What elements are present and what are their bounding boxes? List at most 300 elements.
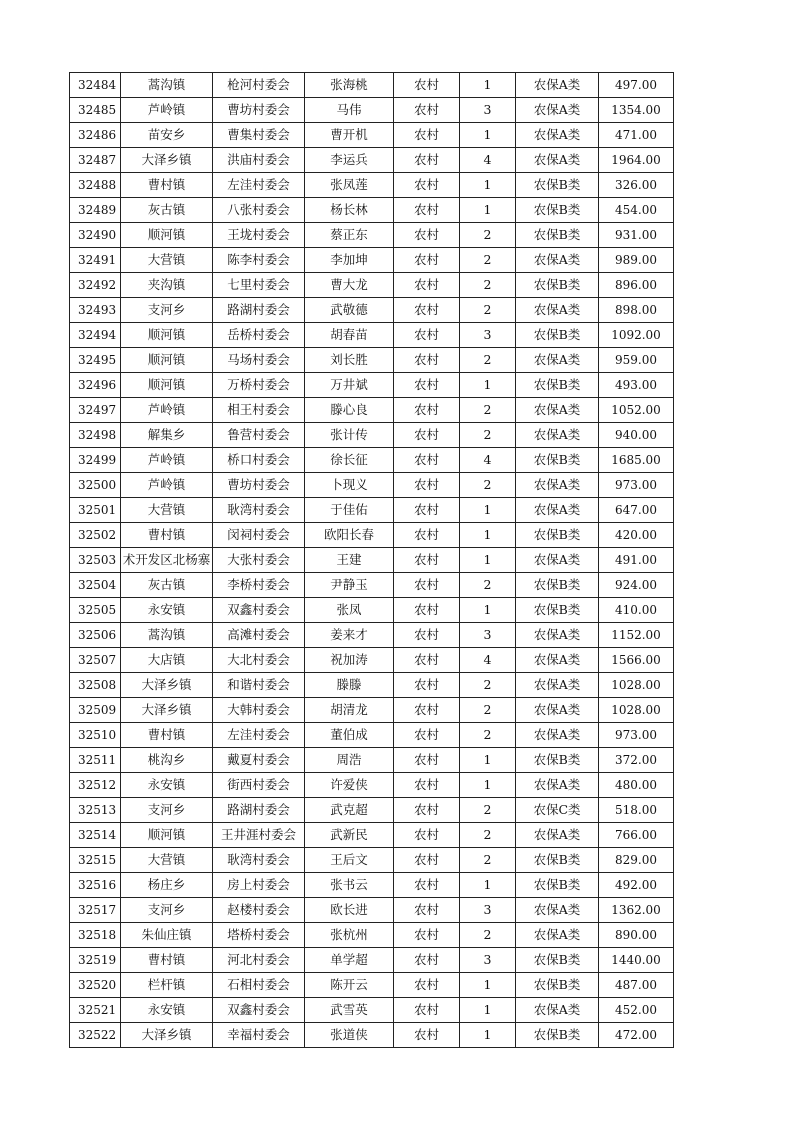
township-cell: 大泽乡镇 [121, 148, 213, 173]
village-committee-cell: 八张村委会 [213, 198, 305, 223]
table-row [70, 373, 674, 398]
household-type-cell: 农村 [394, 898, 460, 923]
amount-cell: 1362.00 [599, 898, 674, 923]
household-type-cell: 农村 [394, 948, 460, 973]
township-cell: 桃沟乡 [121, 748, 213, 773]
village-committee-cell: 路湖村委会 [213, 298, 305, 323]
member-count-cell: 1 [460, 773, 516, 798]
township-cell: 支河乡 [121, 298, 213, 323]
member-count-cell: 2 [460, 848, 516, 873]
member-count-cell: 2 [460, 723, 516, 748]
person-name-cell: 尹静玉 [305, 573, 394, 598]
insurance-category-cell: 农保A类 [516, 673, 599, 698]
serial-cell: 32513 [70, 798, 121, 823]
person-name-cell: 刘长胜 [305, 348, 394, 373]
amount-cell: 518.00 [599, 798, 674, 823]
serial-cell: 32518 [70, 923, 121, 948]
person-name-cell: 马伟 [305, 98, 394, 123]
household-type-cell: 农村 [394, 523, 460, 548]
village-committee-cell: 马场村委会 [213, 348, 305, 373]
township-cell: 夹沟镇 [121, 273, 213, 298]
person-name-cell: 周浩 [305, 748, 394, 773]
member-count-cell: 3 [460, 623, 516, 648]
insurance-category-cell: 农保B类 [516, 973, 599, 998]
person-name-cell: 武新民 [305, 823, 394, 848]
village-committee-cell: 洪庙村委会 [213, 148, 305, 173]
amount-cell: 1052.00 [599, 398, 674, 423]
township-cell: 永安镇 [121, 773, 213, 798]
village-committee-cell: 高滩村委会 [213, 623, 305, 648]
amount-cell: 973.00 [599, 473, 674, 498]
serial-cell: 32517 [70, 898, 121, 923]
serial-cell: 32515 [70, 848, 121, 873]
village-committee-cell: 耿湾村委会 [213, 848, 305, 873]
insurance-category-cell: 农保A类 [516, 148, 599, 173]
household-type-cell: 农村 [394, 623, 460, 648]
amount-cell: 647.00 [599, 498, 674, 523]
member-count-cell: 2 [460, 273, 516, 298]
person-name-cell: 董伯成 [305, 723, 394, 748]
household-type-cell: 农村 [394, 748, 460, 773]
village-committee-cell: 路湖村委会 [213, 798, 305, 823]
person-name-cell: 滕滕 [305, 673, 394, 698]
amount-cell: 1028.00 [599, 698, 674, 723]
amount-cell: 471.00 [599, 123, 674, 148]
village-committee-cell: 相王村委会 [213, 398, 305, 423]
table-row [70, 523, 674, 548]
table-row [70, 548, 674, 573]
insurance-category-cell: 农保B类 [516, 573, 599, 598]
household-type-cell: 农村 [394, 323, 460, 348]
village-committee-cell: 河北村委会 [213, 948, 305, 973]
table-row [70, 498, 674, 523]
roster-table-body [70, 73, 674, 1048]
household-type-cell: 农村 [394, 148, 460, 173]
table-row [70, 323, 674, 348]
member-count-cell: 2 [460, 298, 516, 323]
household-type-cell: 农村 [394, 798, 460, 823]
amount-cell: 493.00 [599, 373, 674, 398]
table-row [70, 923, 674, 948]
household-type-cell: 农村 [394, 573, 460, 598]
person-name-cell: 于佳佑 [305, 498, 394, 523]
person-name-cell: 张凤 [305, 598, 394, 623]
insurance-category-cell: 农保A类 [516, 248, 599, 273]
township-cell: 灰古镇 [121, 573, 213, 598]
household-type-cell: 农村 [394, 823, 460, 848]
table-row [70, 848, 674, 873]
person-name-cell: 李运兵 [305, 148, 394, 173]
member-count-cell: 2 [460, 348, 516, 373]
member-count-cell: 2 [460, 223, 516, 248]
table-row [70, 948, 674, 973]
person-name-cell: 欧长进 [305, 898, 394, 923]
member-count-cell: 1 [460, 748, 516, 773]
person-name-cell: 武敬德 [305, 298, 394, 323]
table-row [70, 198, 674, 223]
household-type-cell: 农村 [394, 248, 460, 273]
member-count-cell: 2 [460, 673, 516, 698]
insurance-category-cell: 农保A类 [516, 398, 599, 423]
serial-cell: 32492 [70, 273, 121, 298]
member-count-cell: 4 [460, 448, 516, 473]
insurance-category-cell: 农保A类 [516, 648, 599, 673]
member-count-cell: 2 [460, 698, 516, 723]
village-committee-cell: 李桥村委会 [213, 573, 305, 598]
household-type-cell: 农村 [394, 473, 460, 498]
village-committee-cell: 岳桥村委会 [213, 323, 305, 348]
table-row [70, 73, 674, 98]
person-name-cell: 张海桃 [305, 73, 394, 98]
serial-cell: 32485 [70, 98, 121, 123]
table-row [70, 223, 674, 248]
insurance-category-cell: 农保B类 [516, 748, 599, 773]
amount-cell: 898.00 [599, 298, 674, 323]
table-row [70, 248, 674, 273]
village-committee-cell: 曹集村委会 [213, 123, 305, 148]
township-cell: 芦岭镇 [121, 398, 213, 423]
member-count-cell: 3 [460, 898, 516, 923]
household-type-cell: 农村 [394, 848, 460, 873]
village-committee-cell: 桥口村委会 [213, 448, 305, 473]
member-count-cell: 2 [460, 798, 516, 823]
table-row [70, 148, 674, 173]
township-cell: 芦岭镇 [121, 98, 213, 123]
township-cell: 芦岭镇 [121, 448, 213, 473]
insurance-category-cell: 农保A类 [516, 898, 599, 923]
township-cell: 曹村镇 [121, 173, 213, 198]
household-type-cell: 农村 [394, 298, 460, 323]
person-name-cell: 卜现义 [305, 473, 394, 498]
table-row [70, 573, 674, 598]
serial-cell: 32495 [70, 348, 121, 373]
insurance-category-cell: 农保A类 [516, 923, 599, 948]
amount-cell: 940.00 [599, 423, 674, 448]
village-committee-cell: 大张村委会 [213, 548, 305, 573]
village-committee-cell: 陈李村委会 [213, 248, 305, 273]
member-count-cell: 3 [460, 98, 516, 123]
table-row [70, 773, 674, 798]
household-type-cell: 农村 [394, 648, 460, 673]
insurance-category-cell: 农保B类 [516, 223, 599, 248]
person-name-cell: 胡春苗 [305, 323, 394, 348]
amount-cell: 1566.00 [599, 648, 674, 673]
member-count-cell: 1 [460, 73, 516, 98]
roster-table [69, 72, 674, 1048]
person-name-cell: 杨长林 [305, 198, 394, 223]
household-type-cell: 农村 [394, 223, 460, 248]
table-row [70, 798, 674, 823]
serial-cell: 32501 [70, 498, 121, 523]
person-name-cell: 滕心良 [305, 398, 394, 423]
table-row [70, 623, 674, 648]
village-committee-cell: 石相村委会 [213, 973, 305, 998]
person-name-cell: 张书云 [305, 873, 394, 898]
village-committee-cell: 七里村委会 [213, 273, 305, 298]
village-committee-cell: 鲁营村委会 [213, 423, 305, 448]
township-cell: 蒿沟镇 [121, 73, 213, 98]
member-count-cell: 3 [460, 323, 516, 348]
person-name-cell: 祝加涛 [305, 648, 394, 673]
person-name-cell: 欧阳长春 [305, 523, 394, 548]
township-cell: 支河乡 [121, 898, 213, 923]
serial-cell: 32500 [70, 473, 121, 498]
household-type-cell: 农村 [394, 98, 460, 123]
township-cell: 永安镇 [121, 998, 213, 1023]
township-cell: 术开发区北杨寨 [121, 548, 213, 573]
insurance-category-cell: 农保A类 [516, 348, 599, 373]
insurance-category-cell: 农保A类 [516, 498, 599, 523]
insurance-category-cell: 农保A类 [516, 298, 599, 323]
serial-cell: 32509 [70, 698, 121, 723]
table-row [70, 723, 674, 748]
serial-cell: 32508 [70, 673, 121, 698]
household-type-cell: 农村 [394, 123, 460, 148]
table-row [70, 898, 674, 923]
table-row [70, 598, 674, 623]
member-count-cell: 1 [460, 1023, 516, 1048]
serial-cell: 32505 [70, 598, 121, 623]
person-name-cell: 万井斌 [305, 373, 394, 398]
household-type-cell: 农村 [394, 423, 460, 448]
table-row [70, 873, 674, 898]
household-type-cell: 农村 [394, 273, 460, 298]
person-name-cell: 曹大龙 [305, 273, 394, 298]
village-committee-cell: 大韩村委会 [213, 698, 305, 723]
person-name-cell: 张道侠 [305, 1023, 394, 1048]
amount-cell: 924.00 [599, 573, 674, 598]
amount-cell: 372.00 [599, 748, 674, 773]
village-committee-cell: 闵祠村委会 [213, 523, 305, 548]
amount-cell: 931.00 [599, 223, 674, 248]
amount-cell: 1440.00 [599, 948, 674, 973]
household-type-cell: 农村 [394, 198, 460, 223]
township-cell: 顺河镇 [121, 823, 213, 848]
insurance-category-cell: 农保A类 [516, 773, 599, 798]
household-type-cell: 农村 [394, 723, 460, 748]
township-cell: 大泽乡镇 [121, 1023, 213, 1048]
serial-cell: 32499 [70, 448, 121, 473]
insurance-category-cell: 农保B类 [516, 523, 599, 548]
amount-cell: 452.00 [599, 998, 674, 1023]
amount-cell: 973.00 [599, 723, 674, 748]
village-committee-cell: 曹坊村委会 [213, 473, 305, 498]
serial-cell: 32516 [70, 873, 121, 898]
insurance-category-cell: 农保A类 [516, 723, 599, 748]
village-committee-cell: 房上村委会 [213, 873, 305, 898]
member-count-cell: 1 [460, 523, 516, 548]
household-type-cell: 农村 [394, 923, 460, 948]
person-name-cell: 张凤莲 [305, 173, 394, 198]
member-count-cell: 4 [460, 148, 516, 173]
person-name-cell: 王后文 [305, 848, 394, 873]
table-row [70, 398, 674, 423]
household-type-cell: 农村 [394, 173, 460, 198]
person-name-cell: 张计传 [305, 423, 394, 448]
township-cell: 解集乡 [121, 423, 213, 448]
serial-cell: 32520 [70, 973, 121, 998]
amount-cell: 959.00 [599, 348, 674, 373]
village-committee-cell: 枪河村委会 [213, 73, 305, 98]
member-count-cell: 1 [460, 998, 516, 1023]
table-row [70, 748, 674, 773]
person-name-cell: 单学超 [305, 948, 394, 973]
village-committee-cell: 戴夏村委会 [213, 748, 305, 773]
person-name-cell: 许爱侠 [305, 773, 394, 798]
member-count-cell: 1 [460, 598, 516, 623]
table-row [70, 273, 674, 298]
village-committee-cell: 曹坊村委会 [213, 98, 305, 123]
table-row [70, 1023, 674, 1048]
amount-cell: 487.00 [599, 973, 674, 998]
insurance-category-cell: 农保C类 [516, 798, 599, 823]
amount-cell: 454.00 [599, 198, 674, 223]
member-count-cell: 3 [460, 948, 516, 973]
serial-cell: 32497 [70, 398, 121, 423]
insurance-category-cell: 农保B类 [516, 198, 599, 223]
member-count-cell: 2 [460, 248, 516, 273]
table-row [70, 448, 674, 473]
township-cell: 大泽乡镇 [121, 673, 213, 698]
insurance-category-cell: 农保B类 [516, 448, 599, 473]
table-row [70, 698, 674, 723]
serial-cell: 32491 [70, 248, 121, 273]
table-row [70, 473, 674, 498]
insurance-category-cell: 农保B类 [516, 373, 599, 398]
township-cell: 曹村镇 [121, 948, 213, 973]
township-cell: 顺河镇 [121, 348, 213, 373]
amount-cell: 472.00 [599, 1023, 674, 1048]
serial-cell: 32506 [70, 623, 121, 648]
township-cell: 顺河镇 [121, 223, 213, 248]
household-type-cell: 农村 [394, 373, 460, 398]
serial-cell: 32487 [70, 148, 121, 173]
serial-cell: 32496 [70, 373, 121, 398]
insurance-category-cell: 农保A类 [516, 548, 599, 573]
village-committee-cell: 左洼村委会 [213, 173, 305, 198]
table-row [70, 298, 674, 323]
insurance-category-cell: 农保A类 [516, 73, 599, 98]
member-count-cell: 2 [460, 423, 516, 448]
insurance-category-cell: 农保A类 [516, 98, 599, 123]
village-committee-cell: 街西村委会 [213, 773, 305, 798]
township-cell: 顺河镇 [121, 373, 213, 398]
amount-cell: 326.00 [599, 173, 674, 198]
serial-cell: 32510 [70, 723, 121, 748]
amount-cell: 890.00 [599, 923, 674, 948]
village-committee-cell: 塔桥村委会 [213, 923, 305, 948]
person-name-cell: 蔡正东 [305, 223, 394, 248]
amount-cell: 1964.00 [599, 148, 674, 173]
village-committee-cell: 大北村委会 [213, 648, 305, 673]
township-cell: 曹村镇 [121, 723, 213, 748]
village-committee-cell: 左洼村委会 [213, 723, 305, 748]
amount-cell: 1092.00 [599, 323, 674, 348]
township-cell: 大泽乡镇 [121, 698, 213, 723]
member-count-cell: 1 [460, 973, 516, 998]
member-count-cell: 1 [460, 123, 516, 148]
serial-cell: 32512 [70, 773, 121, 798]
table-row [70, 98, 674, 123]
insurance-category-cell: 农保A类 [516, 423, 599, 448]
member-count-cell: 2 [460, 823, 516, 848]
village-committee-cell: 万桥村委会 [213, 373, 305, 398]
household-type-cell: 农村 [394, 348, 460, 373]
serial-cell: 32519 [70, 948, 121, 973]
table-row [70, 673, 674, 698]
person-name-cell: 胡清龙 [305, 698, 394, 723]
serial-cell: 32489 [70, 198, 121, 223]
person-name-cell: 陈开云 [305, 973, 394, 998]
table-row [70, 823, 674, 848]
insurance-category-cell: 农保B类 [516, 848, 599, 873]
insurance-category-cell: 农保A类 [516, 623, 599, 648]
household-type-cell: 农村 [394, 498, 460, 523]
serial-cell: 32484 [70, 73, 121, 98]
village-committee-cell: 赵楼村委会 [213, 898, 305, 923]
household-type-cell: 农村 [394, 448, 460, 473]
member-count-cell: 1 [460, 373, 516, 398]
person-name-cell: 王建 [305, 548, 394, 573]
amount-cell: 491.00 [599, 548, 674, 573]
amount-cell: 480.00 [599, 773, 674, 798]
table-row [70, 648, 674, 673]
serial-cell: 32511 [70, 748, 121, 773]
township-cell: 灰古镇 [121, 198, 213, 223]
household-type-cell: 农村 [394, 73, 460, 98]
village-committee-cell: 双鑫村委会 [213, 598, 305, 623]
amount-cell: 896.00 [599, 273, 674, 298]
member-count-cell: 1 [460, 498, 516, 523]
household-type-cell: 农村 [394, 673, 460, 698]
township-cell: 杨庄乡 [121, 873, 213, 898]
village-committee-cell: 王垅村委会 [213, 223, 305, 248]
person-name-cell: 曹开机 [305, 123, 394, 148]
serial-cell: 32502 [70, 523, 121, 548]
village-committee-cell: 王井涯村委会 [213, 823, 305, 848]
member-count-cell: 1 [460, 198, 516, 223]
township-cell: 苗安乡 [121, 123, 213, 148]
serial-cell: 32514 [70, 823, 121, 848]
serial-cell: 32504 [70, 573, 121, 598]
amount-cell: 1028.00 [599, 673, 674, 698]
household-type-cell: 农村 [394, 773, 460, 798]
insurance-category-cell: 农保A类 [516, 473, 599, 498]
household-type-cell: 农村 [394, 548, 460, 573]
township-cell: 大店镇 [121, 648, 213, 673]
table-row [70, 423, 674, 448]
household-type-cell: 农村 [394, 598, 460, 623]
insurance-category-cell: 农保A类 [516, 998, 599, 1023]
member-count-cell: 1 [460, 548, 516, 573]
amount-cell: 492.00 [599, 873, 674, 898]
serial-cell: 32522 [70, 1023, 121, 1048]
insurance-category-cell: 农保B类 [516, 173, 599, 198]
member-count-cell: 2 [460, 473, 516, 498]
person-name-cell: 徐长征 [305, 448, 394, 473]
serial-cell: 32493 [70, 298, 121, 323]
amount-cell: 1685.00 [599, 448, 674, 473]
village-committee-cell: 耿湾村委会 [213, 498, 305, 523]
amount-cell: 829.00 [599, 848, 674, 873]
member-count-cell: 1 [460, 873, 516, 898]
township-cell: 曹村镇 [121, 523, 213, 548]
table-row [70, 348, 674, 373]
serial-cell: 32486 [70, 123, 121, 148]
amount-cell: 766.00 [599, 823, 674, 848]
township-cell: 大营镇 [121, 248, 213, 273]
village-committee-cell: 双鑫村委会 [213, 998, 305, 1023]
